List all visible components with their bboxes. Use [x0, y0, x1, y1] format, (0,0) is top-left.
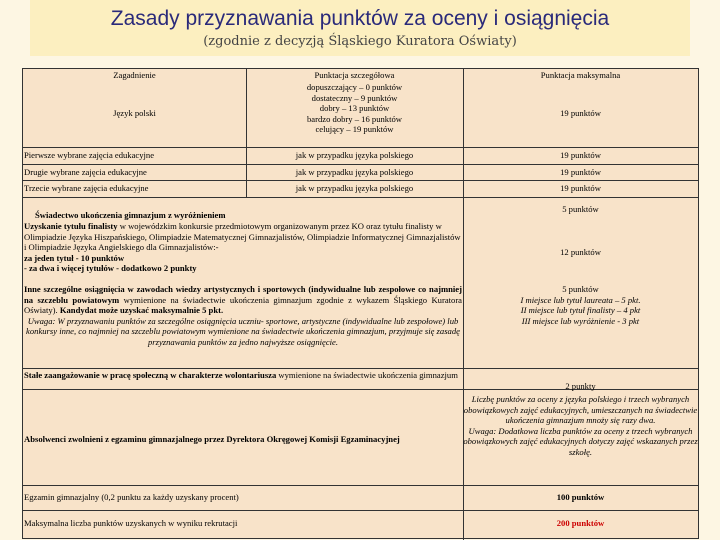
points-table	[22, 68, 699, 539]
subject-1-detail: jak w przypadku języka polskiego	[295, 150, 414, 160]
subject-2-label: Drugie wybrane zajęcia edukacyjne	[24, 167, 147, 177]
title-banner	[30, 0, 690, 56]
other-achievements-note: Uwaga: W przyznawaniu punktów za szczególne osiągnięcia uczniu- sportowe, artystyczne (indywidualne lub zespołowe) lub konkursy inne, co najmniej na szczeblu powiatowym wymienione na świadectwie ukończenia gimnazjum, przyjmuje się zasadę przyznawania punktów za jedno najwyższe osiągnięcie.	[26, 315, 460, 347]
other-achievements-body: wymienione na świadectwie ukończenia gimnazjum zgodnie z wykazem Śląskiego Kuratora Oświaty).	[24, 294, 462, 315]
grade-item: dopuszczający – 0 punktów	[306, 82, 403, 92]
exempt-note: Uwaga: Dodatkowa liczba punktów za oceny z trzech wybranych obowiązkowych zajęć edukacyjnych dotyczy zajęć wskazanych przez szkołę.	[463, 425, 698, 457]
polish-max: 19 punktów	[560, 108, 601, 118]
column-header-detail: Punktacja szczegółowa	[314, 70, 395, 80]
exempt-label: Absolwenci zwolnieni z egzaminu gimnazjalnego przez Dyrektora Okręgowej Komisji Egzaminacyjnej	[24, 434, 400, 444]
column-header-topic: Zagadnienie	[113, 70, 156, 80]
total-label: Maksymalna liczba punktów uzyskanych w wyniku rekrutacji	[24, 518, 238, 528]
place-item: I miejsce lub tytuł laureata – 5 pkt.	[520, 294, 641, 305]
subject-2-detail: jak w przypadku języka polskiego	[295, 167, 414, 177]
other-achievements-text	[24, 284, 462, 347]
other-achievements-max: 5 punktów	[562, 284, 599, 294]
competition-body: w wojewódzkim konkursie przedmiotowym organizowanym przez KO oraz tytułu finalisty w Olimpiadzie Języka Hiszpańskiego, Olimpiadzie Matematycznej Gimnazjalistów, Olimpiadzie Informatycznej Gimnazjalistów i Olimpiadzie Języka Angielskiego dla Gimnazjalistów:-	[24, 221, 461, 252]
other-achievements-lead: Inne szczególne osiągnięcia w zawodach wiedzy artystycznych i sportowych (indywidualne lub zespołowe co najmniej na szczeblu powiatowym	[24, 284, 462, 305]
place-item: III miejsce lub wyróżnienie - 3 pkt	[521, 315, 640, 326]
distinction-label: Świadectwo ukończenia gimnazjum z wyróżnieniem	[35, 210, 226, 220]
grade-item: bardzo dobry – 16 punktów	[307, 113, 402, 124]
volunteer-body: wymienione na świadectwie ukończenia gimnazjum	[276, 370, 458, 380]
polish-grade-list	[246, 82, 463, 135]
place-item: II miejsce lub tytuł finalisty – 4 pkt	[520, 305, 641, 315]
subject-3-label: Trzecie wybrane zajęcia edukacyjne	[24, 183, 149, 193]
other-achievements-points	[463, 284, 698, 326]
competition-rule: za jeden tytuł - 10 punktów	[24, 252, 125, 263]
polish-label: Język polski	[113, 108, 156, 118]
volunteer-lead: Stałe zaangażowanie w pracę społeczną w charakterze wolontariusza	[24, 370, 277, 380]
subject-3-detail: jak w przypadku języka polskiego	[295, 183, 414, 193]
exempt-detail-box	[463, 394, 698, 457]
grade-item: dostateczny – 9 punktów	[311, 92, 398, 103]
competition-text	[24, 221, 462, 274]
column-header-max: Punktacja maksymalna	[540, 70, 621, 80]
page-subtitle: (zgodnie z decyzją Śląskiego Kuratora Oświaty)	[203, 34, 517, 49]
grade-item: dobry – 13 punktów	[319, 103, 390, 113]
subject-2-max: 19 punktów	[560, 167, 601, 177]
volunteer-max: 2 punkty	[565, 381, 596, 391]
subject-1-label: Pierwsze wybrane zajęcia edukacyjne	[24, 150, 155, 160]
page-title: Zasady przyznawania punktów za oceny i osiągnięcia	[110, 7, 610, 30]
competition-rule: - za dwa i więcej tytułów - dodatkowo 2 punkty	[24, 263, 197, 273]
competition-lead: Uzyskanie tytułu finalisty	[24, 221, 118, 231]
other-achievements-limit: Kandydat może uzyskać maksymalnie 5 pkt.	[59, 305, 224, 315]
volunteer-text	[24, 370, 462, 381]
competition-max: 12 punktów	[560, 247, 601, 257]
subject-1-max: 19 punktów	[560, 150, 601, 160]
distinction-max: 5 punktów	[562, 204, 599, 214]
exempt-detail: Liczbę punktów za oceny z języka polskiego i trzech wybranych obowiązkowych zajęć edukacyjnych, umieszczanych na świadectwie ukończenia gimnazjum mnoży się razy dwa.	[463, 394, 698, 425]
total-max: 200 punktów	[556, 518, 605, 528]
subject-3-max: 19 punktów	[560, 183, 601, 193]
exam-label: Egzamin gimnazjalny (0,2 punktu za każdy uzyskany procent)	[24, 492, 239, 502]
exam-max: 100 punktów	[556, 492, 605, 502]
grade-item: celujący – 19 punktów	[315, 124, 394, 134]
